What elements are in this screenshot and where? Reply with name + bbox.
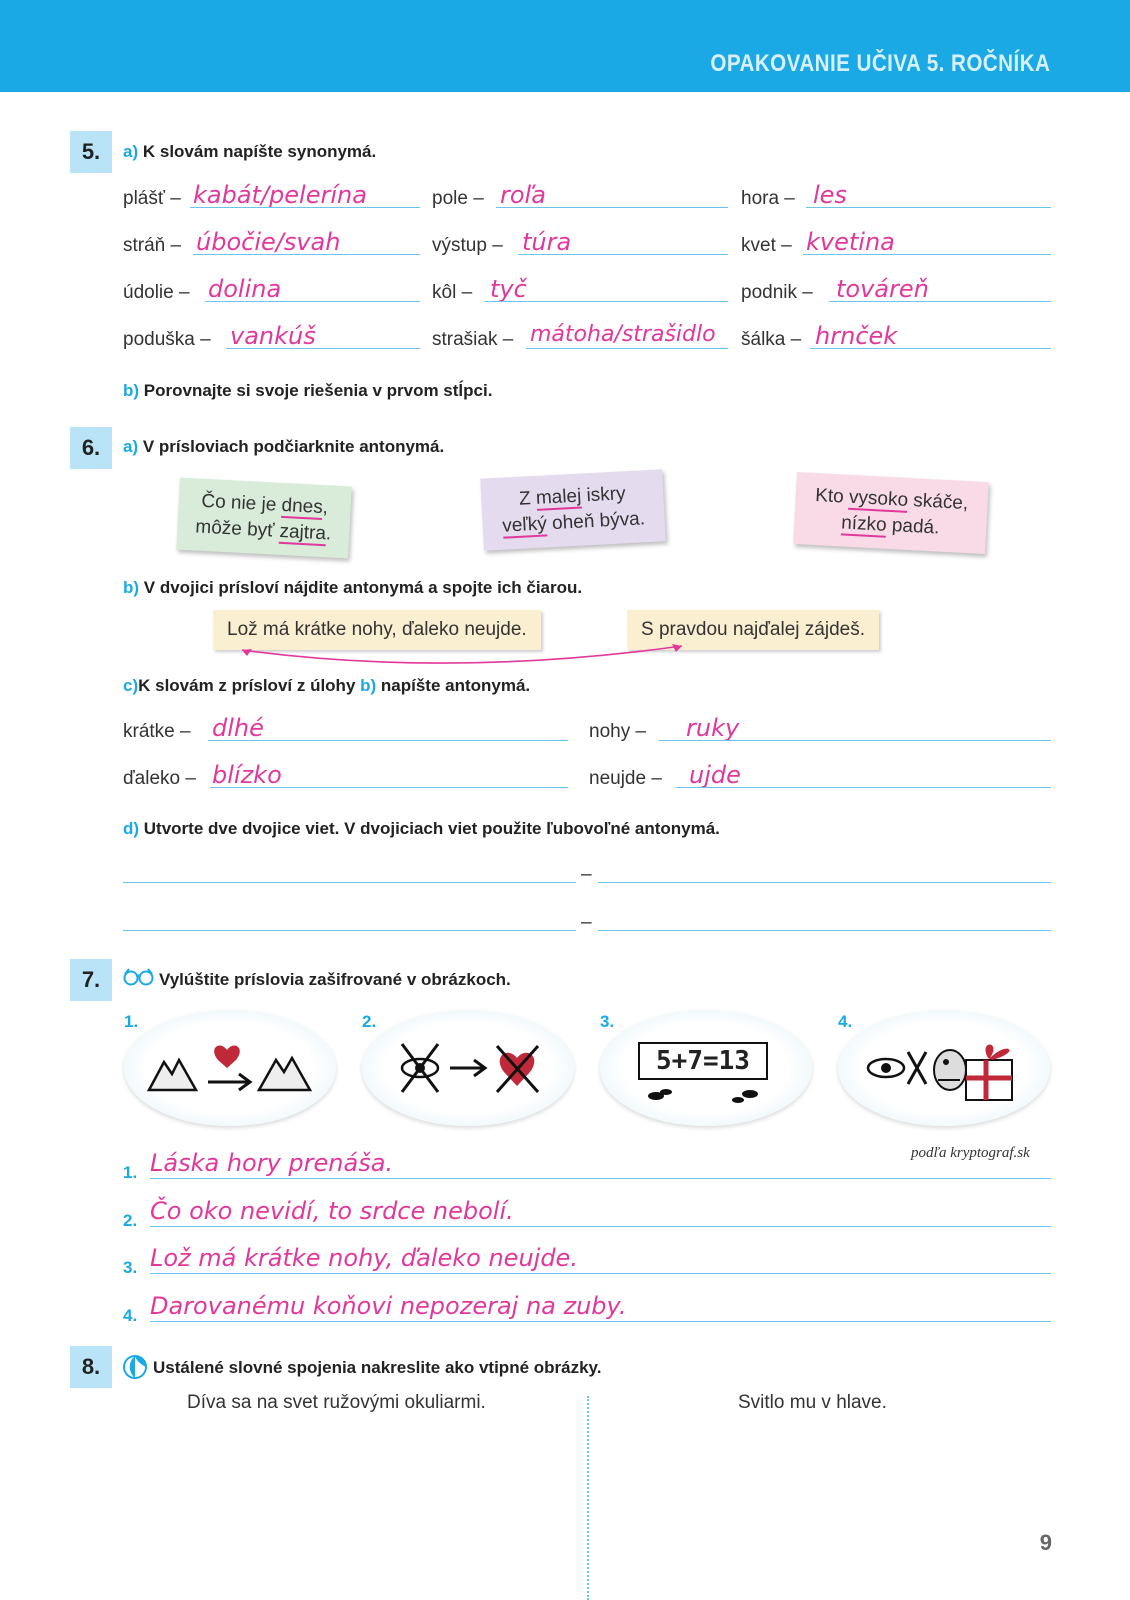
ex5-task-b [123,381,492,401]
synonym-word: poduška – [123,329,211,350]
answer-number: 3. [123,1258,138,1277]
synonym-word: výstup – [432,235,503,256]
synonym-answer[interactable]: továreň [836,275,929,303]
antonym-underline[interactable]: nízko [840,512,888,536]
answer-line [806,207,1051,208]
synonym-answer[interactable]: kvetina [806,228,895,256]
sentence-line[interactable] [123,930,576,931]
picture-number: 3. [600,1012,615,1031]
answer-line [150,1178,1051,1179]
synonym-answer[interactable]: kabát/pelerína [193,181,367,209]
proverb-answer[interactable]: Darovanému koňovi nepozeraj na zuby. [150,1292,627,1320]
sentence-line[interactable] [598,930,1051,931]
note-text: padá. [886,514,940,539]
mountains-heart-icon [124,1010,336,1126]
ex6-c-ref: b) [360,676,377,695]
synonym-word: stráň – [123,235,182,256]
note-text: , [322,497,329,519]
antonym-underline[interactable]: dnes [281,494,324,519]
synonym-answer[interactable]: mátoha/strašidlo [530,322,716,347]
drawing-prompt-left: Díva sa na svet ružovými okuliarmi. [187,1392,486,1413]
dash: – [581,864,592,885]
drawing-divider [587,1396,589,1600]
rebus-picture-3 [600,1010,812,1126]
note-text: iskry [580,483,627,507]
picture-number: 1. [124,1012,139,1031]
synonym-word: kôl – [432,282,473,303]
beach-ball-icon [122,1354,148,1380]
proverb-box-2: S pravdou najďalej zájdeš. [627,610,879,650]
proverb-note-1 [176,478,352,559]
antonym-answer[interactable]: ruky [686,714,740,742]
antonym-answer[interactable]: ujde [689,761,741,789]
synonym-word: hora – [741,188,795,209]
synonym-answer[interactable]: roľa [500,181,546,209]
synonym-word: plášť – [123,188,181,209]
proverb-answer[interactable]: Čo oko nevidí, to srdce nebolí. [150,1197,514,1225]
synonym-word: kvet – [741,235,792,256]
antonym-underline[interactable]: veľký [501,513,548,537]
synonym-word: šálka – [741,329,802,350]
answer-line [210,787,568,788]
exercise-7-number: 7. [70,959,112,1001]
drawing-area-left[interactable] [150,1420,570,1590]
synonym-answer[interactable]: túra [522,228,572,256]
ex6-c-text: napíšte antonymá. [376,676,531,695]
ex6-task-a [123,437,444,457]
drawing-area-right[interactable] [600,1420,1050,1590]
note-text: Kto [814,485,850,508]
ex6-b-text: V dvojici prísloví nájdite antonymá a spojte ich čiarou. [143,578,583,597]
connecting-line[interactable] [230,640,700,680]
dash: – [581,912,592,933]
note-text: Čo nie je [200,490,283,516]
answer-line [150,1273,1051,1274]
answer-line [803,254,1051,255]
rebus-picture-2 [362,1010,574,1126]
antonym-underline[interactable]: zajtra [279,520,327,545]
ex6-b-label: b) [123,578,140,597]
synonym-answer[interactable]: les [813,181,847,209]
synonym-answer[interactable]: úbočie/svah [196,228,341,256]
synonym-answer[interactable]: dolina [208,275,282,303]
ex6-d-text: Utvorte dve dvojice viet. V dvojiciach viet použite ľubovoľné antonymá. [143,819,720,838]
note-text: skáče, [907,489,969,515]
answer-number: 1. [123,1163,138,1182]
note-text: . [325,523,332,545]
proverb-answer[interactable]: Lož má krátke nohy, ďaleko neujde. [150,1244,578,1272]
note-text: oheň býva. [546,508,646,535]
proverb-answer[interactable]: Láska hory prenáša. [150,1149,394,1177]
ex6-a-text: V prísloviach podčiarknite antonymá. [142,437,445,456]
exercise-8-number: 8. [70,1346,112,1388]
synonym-word: údolie – [123,282,190,303]
answer-line [829,301,1051,302]
ex7-task: Vylúštite príslovia zašifrované v obrázkoch. [159,970,511,989]
answer-line [496,207,728,208]
answer-line [226,348,420,349]
header-title: OPAKOVANIE UČIVA 5. ROČNÍKA [710,50,1050,77]
answer-line [193,254,420,255]
antonym-underline[interactable]: malej [535,485,582,509]
antonym-word: nohy – [589,721,647,742]
eye-horse-gift-icon [838,1010,1050,1126]
proverb-note-3 [793,472,989,554]
rebus-picture-4 [838,1010,1050,1126]
answer-line [150,1321,1051,1322]
antonym-answer[interactable]: dlhé [212,714,264,742]
answer-number: 4. [123,1306,138,1325]
math-equation: 5+7=13 [638,1042,768,1080]
antonym-underline[interactable]: vysoko [848,486,909,511]
ex5-a-label: a) [123,142,139,161]
picture-number: 2. [362,1012,377,1031]
synonym-answer[interactable]: tyč [490,275,527,303]
answer-line [208,740,568,741]
ex6-c-text: K slovám z prísloví z úlohy [138,676,361,695]
rebus-picture-1 [124,1010,336,1126]
sentence-line[interactable] [598,882,1051,883]
answer-line [676,787,1051,788]
ex5-task-a [123,142,376,162]
note-text: môže byť [194,516,281,542]
synonym-answer[interactable]: hrnček [815,322,898,350]
ex5-a-text: K slovám napíšte synonymá. [142,142,377,161]
ex6-c-label: c) [123,676,139,695]
answer-line [205,301,420,302]
note-text: Z [518,487,537,510]
answer-line [659,740,1051,741]
answer-line [150,1226,1051,1227]
synonym-answer[interactable]: vankúš [230,322,316,350]
proverb-note-2 [480,469,666,550]
drawing-prompt-right: Svitlo mu v hlave. [738,1392,887,1413]
ex6-d-label: d) [123,819,140,838]
answer-number: 2. [123,1211,138,1230]
synonym-word: podnik – [741,282,813,303]
proverb-box-1: Lož má krátke nohy, ďaleko neujde. [213,610,541,650]
eye-heart-crossed-icon [362,1010,574,1126]
ex8-task: Ustálené slovné spojenia nakreslite ako vtipné obrázky. [153,1358,602,1377]
sentence-line[interactable] [123,882,576,883]
ex6-a-label: a) [123,437,139,456]
ex6-task-c [123,676,530,696]
image-credit: podľa kryptograf.sk [911,1145,1030,1161]
page-header [0,0,1130,92]
running-feet-icon [600,1010,812,1126]
antonym-word: ďaleko – [123,768,196,789]
ex6-task-d [123,819,720,839]
antonym-word: krátke – [123,721,191,742]
ex5-b-label: b) [123,381,140,400]
answer-line [518,254,728,255]
synonym-word: pole – [432,188,484,209]
ex5-b-text: Porovnajte si svoje riešenia v prvom stĺpci. [143,381,493,400]
answer-line [484,301,728,302]
answer-line [810,348,1051,349]
exercise-6-number: 6. [70,427,112,469]
answer-line [526,348,728,349]
answer-line [190,207,420,208]
antonym-word: neujde – [589,768,662,789]
picture-number: 4. [838,1012,853,1031]
antonym-answer[interactable]: blízko [212,761,282,789]
ex6-task-b [123,578,582,598]
glasses-icon [123,966,155,986]
synonym-word: strašiak – [432,329,514,350]
page-number: 9 [1039,1530,1052,1555]
exercise-5-number: 5. [70,131,112,173]
